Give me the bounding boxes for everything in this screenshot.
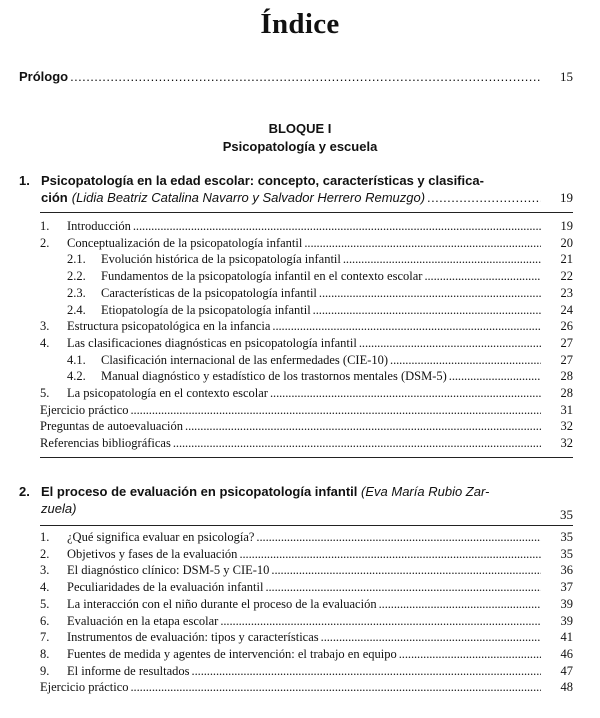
toc-entry-text bbox=[67, 369, 447, 384]
toc-entry-label: Evolución histórica de la psicopatología infantil bbox=[101, 252, 341, 267]
toc-entry-page: 32 bbox=[560, 436, 573, 451]
dot-leader bbox=[192, 664, 541, 679]
toc-entry-label: Clasificación internacional de las enfermedades (CIE-10) bbox=[101, 352, 389, 367]
dot-leader bbox=[343, 252, 541, 267]
toc-entry[interactable] bbox=[40, 403, 573, 418]
toc-entry[interactable] bbox=[40, 563, 573, 578]
toc-entry-label: El diagnóstico clínico: DSM-5 y CIE-10 bbox=[67, 563, 270, 578]
toc-entry-label: Evaluación en la etapa escolar bbox=[67, 613, 219, 628]
toc-entry-page: 31 bbox=[560, 402, 573, 417]
toc-entry[interactable] bbox=[67, 286, 573, 301]
toc-entry-page: 28 bbox=[560, 386, 573, 400]
dot-leader bbox=[173, 436, 541, 451]
dot-leader bbox=[449, 369, 541, 384]
toc-entry[interactable] bbox=[40, 647, 573, 662]
dot-leader bbox=[427, 189, 541, 206]
toc-entry[interactable] bbox=[40, 547, 573, 562]
toc-entry-label: Etiopatología de la psicopatología infantil bbox=[101, 302, 311, 317]
toc-entry[interactable] bbox=[40, 664, 573, 679]
toc-entry-text bbox=[40, 336, 357, 351]
dot-leader bbox=[272, 319, 541, 334]
toc-entry-label: Fundamentos de la psicopatología infantil en el contexto escolar bbox=[101, 269, 423, 284]
toc-entry-page: 27 bbox=[560, 335, 573, 350]
dot-leader bbox=[399, 647, 541, 662]
chapter-authors: (Lidia Beatriz Catalina Navarro y Salvador Herrero Remuzgo) bbox=[71, 190, 426, 205]
toc-entry-label: El informe de resultados bbox=[67, 663, 190, 678]
toc-entry[interactable] bbox=[40, 386, 573, 401]
toc-entry-page: 22 bbox=[560, 269, 573, 284]
toc-entry-number: 3. bbox=[40, 319, 50, 334]
toc-entry-label: Preguntas de autoevaluación bbox=[40, 419, 184, 434]
chapter-title-line1: Psicopatología en la edad escolar: concepto, características y clasifica- bbox=[41, 173, 484, 188]
toc-entry-text bbox=[40, 419, 183, 434]
block-label: BLOQUE I bbox=[268, 121, 332, 136]
toc-entry-label: Introducción bbox=[67, 219, 131, 233]
toc-entry-label: Características de la psicopatología infantil bbox=[101, 285, 317, 300]
toc-entry[interactable] bbox=[40, 219, 573, 234]
toc-entry-page: 35 bbox=[560, 530, 573, 544]
dot-leader bbox=[265, 580, 541, 595]
toc-entry-page: 19 bbox=[560, 219, 573, 233]
toc-entry[interactable] bbox=[40, 336, 573, 351]
dot-leader bbox=[321, 630, 541, 645]
toc-entry-page: 41 bbox=[560, 630, 573, 645]
divider bbox=[40, 525, 573, 526]
dot-leader bbox=[131, 403, 542, 418]
toc-entry-number: 3. bbox=[40, 563, 50, 578]
toc-entry-page: 27 bbox=[560, 352, 573, 367]
chapter-title-line2: ción bbox=[41, 190, 68, 205]
dot-leader bbox=[313, 303, 541, 318]
dot-leader bbox=[70, 69, 541, 84]
chapter-number: 2. bbox=[19, 484, 30, 499]
chapter-page: 35 bbox=[560, 507, 573, 522]
toc-entry-label: La interacción con el niño durante el proceso de la evaluación bbox=[67, 596, 377, 611]
toc-entry-text bbox=[67, 303, 311, 318]
toc-entry[interactable] bbox=[40, 530, 573, 545]
toc-entry-number: 2.4. bbox=[67, 302, 86, 317]
toc-entry[interactable] bbox=[67, 303, 573, 318]
toc-entry-number: 2. bbox=[40, 235, 50, 250]
toc-entry-page: 26 bbox=[560, 319, 573, 334]
toc-entry-number: 4.2. bbox=[67, 369, 86, 384]
toc-entry-text bbox=[40, 219, 131, 234]
toc-entry-number: 9. bbox=[40, 663, 50, 678]
toc-entry-text bbox=[67, 269, 422, 284]
toc-entry[interactable] bbox=[40, 236, 573, 251]
block-subtitle: Psicopatología y escuela bbox=[222, 139, 378, 154]
toc-entry-number: 1. bbox=[40, 219, 50, 233]
toc-entry-page: 32 bbox=[560, 419, 573, 434]
toc-entry-page: 21 bbox=[560, 252, 573, 267]
toc-entry-number: 2.2. bbox=[67, 269, 86, 284]
toc-entry[interactable] bbox=[67, 353, 573, 368]
toc-entry-text bbox=[67, 252, 341, 267]
toc-entry-label: La psicopatología en el contexto escolar bbox=[67, 386, 268, 400]
dot-leader bbox=[131, 680, 542, 695]
toc-entry-text bbox=[67, 286, 317, 301]
dot-leader bbox=[239, 547, 541, 562]
chapter-2-subline bbox=[41, 500, 573, 522]
toc-entry-number: 4.1. bbox=[67, 352, 86, 367]
toc-entry-page: 20 bbox=[560, 235, 573, 250]
toc-entry[interactable] bbox=[40, 319, 573, 334]
toc-entry-label: Conceptualización de la psicopatología infantil bbox=[67, 235, 303, 250]
toc-entry-text bbox=[40, 436, 171, 451]
toc-entry-number: 4. bbox=[40, 335, 50, 350]
dot-leader bbox=[220, 614, 541, 629]
toc-entry[interactable] bbox=[40, 419, 573, 434]
chapter-page: 19 bbox=[560, 190, 573, 205]
toc-entry-label: Estructura psicopatológica en la infancia bbox=[67, 319, 271, 334]
toc-entry[interactable] bbox=[40, 680, 573, 695]
toc-entry-prologo[interactable] bbox=[19, 69, 573, 85]
toc-entry-text bbox=[40, 664, 190, 679]
toc-entry[interactable] bbox=[67, 369, 573, 384]
toc-entry-page: 23 bbox=[560, 285, 573, 300]
toc-entry-label: Las clasificaciones diagnósticas en psicopatología infantil bbox=[67, 335, 357, 350]
dot-leader bbox=[185, 419, 541, 434]
dot-leader bbox=[256, 530, 541, 545]
toc-entry-page: 47 bbox=[560, 663, 573, 678]
toc-entry-text bbox=[40, 386, 268, 401]
prologo-label: Prólogo bbox=[19, 69, 69, 84]
toc-entry-label: Peculiaridades de la evaluación infantil bbox=[67, 580, 264, 595]
toc-entry-number: 1. bbox=[40, 530, 50, 544]
dot-leader bbox=[319, 286, 541, 301]
toc-entry-label: Instrumentos de evaluación: tipos y características bbox=[67, 630, 319, 645]
toc-entry-number: 7. bbox=[40, 630, 50, 645]
chapter-number: 1. bbox=[19, 173, 30, 188]
toc-entry-number: 2.1. bbox=[67, 252, 86, 267]
divider bbox=[40, 457, 573, 458]
dot-leader bbox=[133, 219, 541, 234]
chapter-2-line1 bbox=[41, 483, 573, 500]
toc-entry-page: 24 bbox=[560, 302, 573, 317]
toc-entry-number: 2. bbox=[40, 546, 50, 561]
toc-entry-page: 37 bbox=[560, 580, 573, 595]
dot-leader bbox=[270, 386, 541, 401]
toc-entry[interactable] bbox=[40, 630, 573, 645]
toc-entry-text bbox=[40, 319, 270, 334]
prologo-page: 15 bbox=[560, 69, 573, 84]
toc-entry-label: Manual diagnóstico y estadístico de los trastornos mentales (DSM-5) bbox=[101, 369, 447, 384]
dot-leader bbox=[390, 353, 541, 368]
dot-leader bbox=[424, 269, 541, 284]
chapter-2-heading[interactable] bbox=[19, 483, 573, 522]
dot-leader bbox=[359, 336, 541, 351]
toc-entry-text bbox=[40, 630, 319, 645]
toc-entry-label: Ejercicio práctico bbox=[40, 680, 129, 695]
toc-entry-text bbox=[40, 530, 254, 545]
toc-entry-label: Referencias bibliográficas bbox=[40, 436, 171, 451]
chapter-1-subline bbox=[41, 189, 573, 206]
toc-entry-text bbox=[40, 403, 129, 418]
toc-entry[interactable] bbox=[67, 269, 573, 284]
toc-entry[interactable] bbox=[40, 436, 573, 451]
toc-entry[interactable] bbox=[40, 580, 573, 595]
toc-entry-page: 35 bbox=[560, 546, 573, 561]
chapter-authors-line2: zuela) bbox=[41, 501, 77, 516]
page-title: Índice bbox=[260, 8, 340, 40]
toc-entry-text bbox=[40, 563, 269, 578]
toc-entry-text bbox=[67, 353, 388, 368]
toc-entry-number: 5. bbox=[40, 596, 50, 611]
divider bbox=[40, 212, 573, 213]
chapter-title-line1: El proceso de evaluación en psicopatología infantil bbox=[41, 484, 358, 499]
toc-entry-label: ¿Qué significa evaluar en psicología? bbox=[67, 530, 255, 544]
dot-leader bbox=[304, 236, 541, 251]
toc-entry-text bbox=[40, 597, 377, 612]
dot-leader bbox=[379, 597, 541, 612]
toc-entry-number: 2.3. bbox=[67, 285, 86, 300]
toc-entry[interactable] bbox=[67, 252, 573, 267]
dot-leader bbox=[271, 563, 541, 578]
toc-entry-text bbox=[40, 647, 397, 662]
toc-entry-page: 46 bbox=[560, 646, 573, 661]
toc-entry-label: Ejercicio práctico bbox=[40, 402, 129, 417]
toc-entry-number: 5. bbox=[40, 386, 50, 400]
toc-entry-number: 8. bbox=[40, 646, 50, 661]
toc-entry-text bbox=[40, 680, 129, 695]
toc-entry-label: Objetivos y fases de la evaluación bbox=[67, 546, 238, 561]
toc-entry[interactable] bbox=[40, 614, 573, 629]
toc-entry-text bbox=[40, 236, 302, 251]
toc-entry-number: 4. bbox=[40, 580, 50, 595]
chapter-1-heading[interactable] bbox=[19, 172, 573, 208]
toc-entry-page: 39 bbox=[560, 613, 573, 628]
toc-entry-page: 28 bbox=[560, 369, 573, 384]
toc-entry-page: 48 bbox=[560, 680, 573, 695]
toc-entry[interactable] bbox=[40, 597, 573, 612]
toc-entry-label: Fuentes de medida y agentes de intervención: el trabajo en equipo bbox=[67, 646, 397, 661]
chapter-authors-line1: (Eva María Rubio Zar- bbox=[361, 484, 490, 499]
toc-entry-page: 39 bbox=[560, 596, 573, 611]
toc-entry-text bbox=[40, 547, 237, 562]
toc-entry-page: 36 bbox=[560, 563, 573, 578]
toc-entry-number: 6. bbox=[40, 613, 50, 628]
toc-entry-text bbox=[40, 614, 218, 629]
toc-entry-text bbox=[40, 580, 263, 595]
